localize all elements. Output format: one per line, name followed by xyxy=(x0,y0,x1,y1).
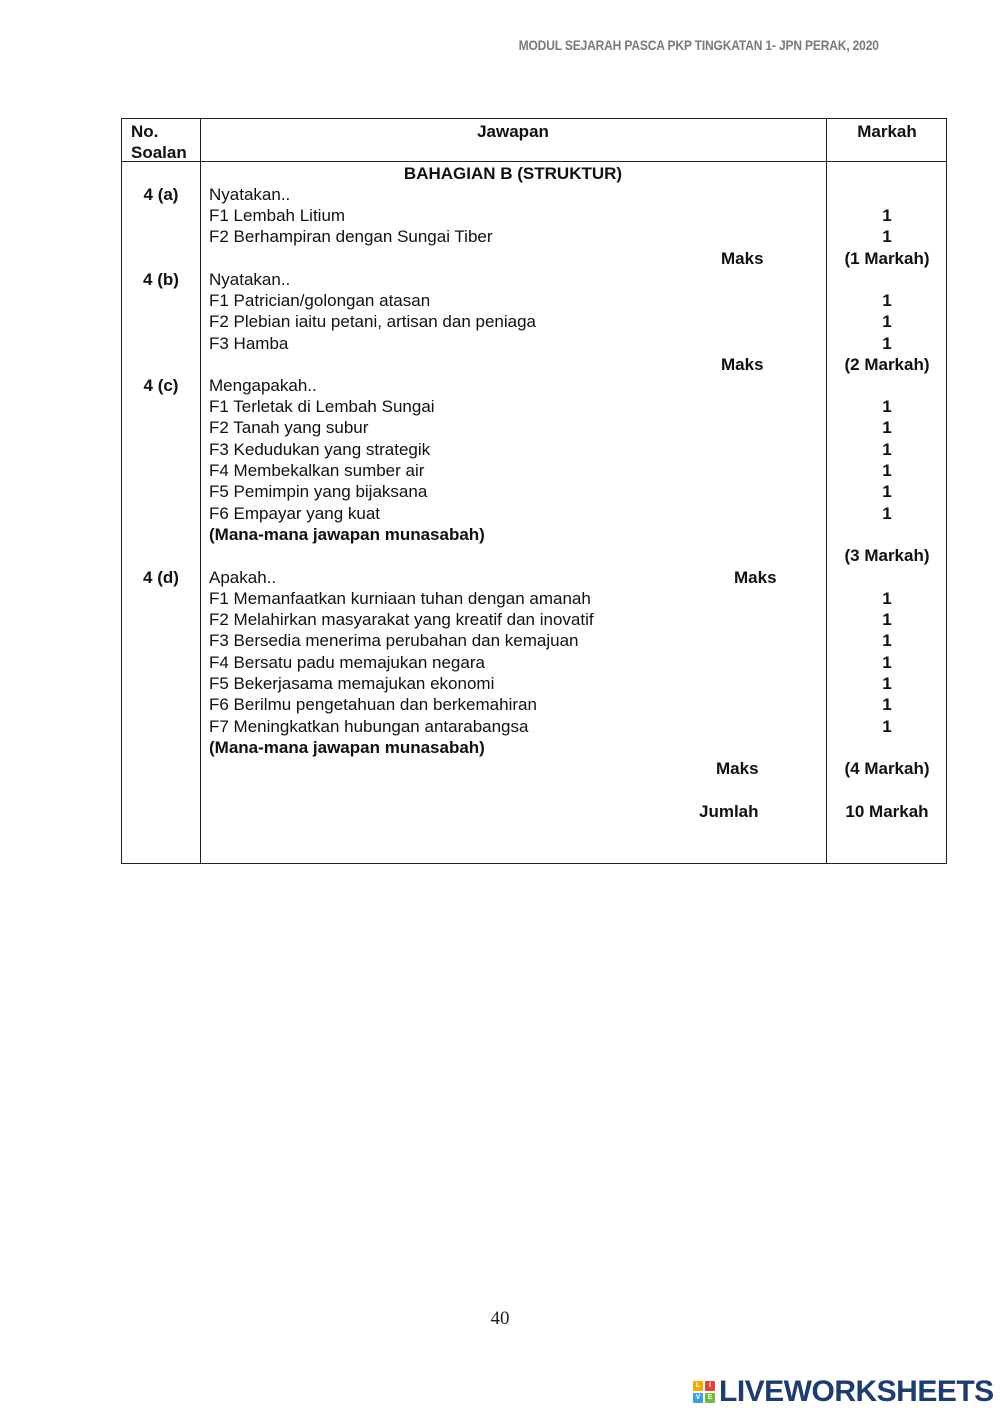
question-prompt: Nyatakan.. xyxy=(209,185,291,204)
maks-value: (1 Markah) xyxy=(844,249,930,268)
answer-item: F1 Terletak di Lembah Sungai xyxy=(209,397,435,416)
header-soalan: Soalan xyxy=(131,143,187,162)
maks-label: Maks xyxy=(721,249,764,268)
answer-item: F4 Bersatu padu memajukan negara xyxy=(209,653,485,672)
header-jawapan: Jawapan xyxy=(477,122,549,141)
answer-note: (Mana-mana jawapan munasabah) xyxy=(209,738,485,757)
mark-value: 1 xyxy=(882,717,892,736)
question-number: 4 (d) xyxy=(143,568,179,587)
answer-item: F1 Patrician/golongan atasan xyxy=(209,291,431,310)
mark-value: 1 xyxy=(882,674,892,693)
mark-value: 1 xyxy=(882,334,892,353)
mark-value: 1 xyxy=(882,653,892,672)
logo-tile: V xyxy=(693,1393,703,1403)
mark-value: 1 xyxy=(882,631,892,650)
answer-item: F4 Membekalkan sumber air xyxy=(209,461,425,480)
answer-item: F6 Empayar yang kuat xyxy=(209,504,381,523)
maks-label: Maks xyxy=(721,355,764,374)
answer-note: (Mana-mana jawapan munasabah) xyxy=(209,525,485,544)
logo-tile: L xyxy=(693,1381,703,1391)
question-number: 4 (b) xyxy=(143,270,179,289)
page-number: 40 xyxy=(490,1308,510,1329)
answer-item: F3 Kedudukan yang strategik xyxy=(209,440,431,459)
header-markah: Markah xyxy=(857,122,917,141)
answer-item: F5 Pemimpin yang bijaksana xyxy=(209,482,428,501)
header-no: No. xyxy=(131,122,159,141)
liveworksheets-logo xyxy=(693,1375,994,1409)
mark-value: 1 xyxy=(882,461,892,480)
answer-item: F6 Berilmu pengetahuan dan berkemahiran xyxy=(209,695,537,714)
maks-label: Maks xyxy=(734,568,777,587)
logo-tile: E xyxy=(705,1393,715,1403)
question-number: 4 (a) xyxy=(143,185,179,204)
mark-value: 1 xyxy=(882,589,892,608)
mark-value: 1 xyxy=(882,227,892,246)
total-label: Jumlah xyxy=(699,802,759,821)
mark-value: 1 xyxy=(882,291,892,310)
total-value: 10 Markah xyxy=(845,802,929,821)
mark-value: 1 xyxy=(882,440,892,459)
mark-value: 1 xyxy=(882,418,892,437)
mark-value: 1 xyxy=(882,482,892,501)
question-prompt: Apakah.. xyxy=(209,568,277,587)
mark-value: 1 xyxy=(882,312,892,331)
question-prompt: Nyatakan.. xyxy=(209,270,291,289)
column-divider xyxy=(200,119,201,863)
answer-item: F3 Hamba xyxy=(209,334,289,353)
document-header: MODUL SEJARAH PASCA PKP TINGKATAN 1- JPN PERAK, 2020 xyxy=(518,37,879,53)
answer-item: F3 Bersedia menerima perubahan dan kemajuan xyxy=(209,631,579,650)
answer-item: F5 Bekerjasama memajukan ekonomi xyxy=(209,674,495,693)
answer-item: F2 Plebian iaitu petani, artisan dan peniaga xyxy=(209,312,537,331)
question-number: 4 (c) xyxy=(143,376,179,395)
answer-item: F7 Meningkatkan hubungan antarabangsa xyxy=(209,717,529,736)
header-divider xyxy=(122,161,946,162)
maks-value: (4 Markah) xyxy=(844,759,930,778)
mark-value: 1 xyxy=(882,397,892,416)
answer-item: F1 Memanfaatkan kurniaan tuhan dengan amanah xyxy=(209,589,591,608)
section-title: BAHAGIAN B (STRUKTUR) xyxy=(403,164,623,183)
maks-value: (2 Markah) xyxy=(844,355,930,374)
logo-text: LIVEWORKSHEETS xyxy=(719,1375,994,1408)
mark-value: 1 xyxy=(882,206,892,225)
question-prompt: Mengapakah.. xyxy=(209,376,317,395)
maks-value: (3 Markah) xyxy=(844,546,930,565)
logo-tile: I xyxy=(705,1381,715,1391)
mark-value: 1 xyxy=(882,504,892,523)
mark-value: 1 xyxy=(882,695,892,714)
maks-label: Maks xyxy=(716,759,759,778)
answer-item: F1 Lembah Litium xyxy=(209,206,346,225)
answer-item: F2 Berhampiran dengan Sungai Tiber xyxy=(209,227,493,246)
answer-item: F2 Tanah yang subur xyxy=(209,418,369,437)
liveworksheets-logo-icon xyxy=(693,1381,715,1403)
answer-table xyxy=(121,118,947,864)
answer-item: F2 Melahirkan masyarakat yang kreatif dan inovatif xyxy=(209,610,594,629)
mark-value: 1 xyxy=(882,610,892,629)
